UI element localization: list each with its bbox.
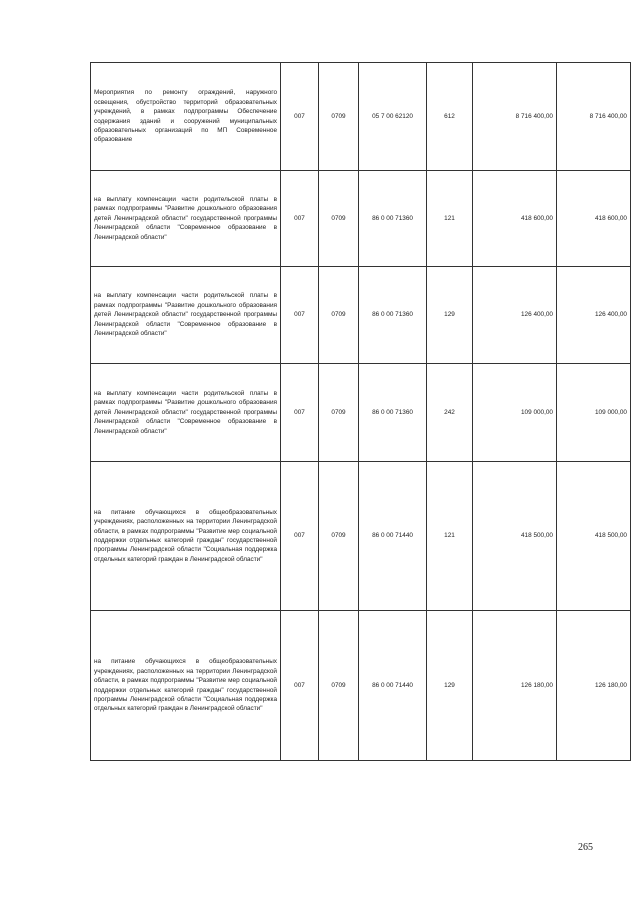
section-code: 0709 [319,364,359,462]
row-description: Мероприятия по ремонту ограждений, наружного освещения, обустройство территорий образовательных учреждений, в рамках подпрограммы Обеспечение содержания зданий и сооружений муниципальных образовательных организаций по МП Современное образование [91,63,281,171]
ministry-code: 007 [281,611,319,761]
expense-type-code: 121 [427,462,473,611]
target-code: 86 0 00 71440 [359,462,427,611]
amount2-cell: 418 500,00 [557,462,631,611]
ministry-code: 007 [281,63,319,171]
amount-cell: 126 400,00 [473,267,557,364]
budget-table [90,62,631,761]
amount2-cell: 109 000,00 [557,364,631,462]
target-code: 86 0 00 71360 [359,171,427,267]
target-code: 86 0 00 71360 [359,364,427,462]
amount2-cell: 418 600,00 [557,171,631,267]
budget-table-body [91,63,631,761]
amount2-cell: 126 400,00 [557,267,631,364]
target-code: 05 7 00 62120 [359,63,427,171]
section-code: 0709 [319,611,359,761]
row-description: на выплату компенсации части родительской платы в рамках подпрограммы "Развитие дошкольного образования детей Ленинградской области" государственной программы Ленинградской области "Современное образование в Ленинградской области" [91,364,281,462]
table-row [91,462,631,611]
ministry-code: 007 [281,267,319,364]
page-number: 265 [578,842,593,853]
row-description: на питание обучающихся в общеобразовательных учреждениях, расположенных на территории Ленинградской области, в рамках подпрограммы "Развитие мер социальной поддержки отдельных категорий граждан" государственной программы Ленинградской области "Социальная поддержка отдельных категорий граждан в Ленинградской области" [91,611,281,761]
expense-type-code: 129 [427,267,473,364]
row-description: на выплату компенсации части родительской платы в рамках подпрограммы "Развитие дошкольного образования детей Ленинградской области" государственной программы Ленинградской области "Современное образование в Ленинградской области" [91,171,281,267]
expense-type-code: 242 [427,364,473,462]
amount-cell: 8 716 400,00 [473,63,557,171]
target-code: 86 0 00 71360 [359,267,427,364]
amount2-cell: 126 180,00 [557,611,631,761]
ministry-code: 007 [281,462,319,611]
ministry-code: 007 [281,171,319,267]
amount-cell: 126 180,00 [473,611,557,761]
amount2-cell: 8 716 400,00 [557,63,631,171]
section-code: 0709 [319,171,359,267]
row-description: на питание обучающихся в общеобразовательных учреждениях, расположенных на территории Ленинградской области, в рамках подпрограммы "Развитие мер социальной поддержки отдельных категорий граждан" государственной программы Ленинградской области "Социальная поддержка отдельных категорий граждан в Ленинградской области" [91,462,281,611]
table-row [91,171,631,267]
table-row [91,267,631,364]
section-code: 0709 [319,267,359,364]
ministry-code: 007 [281,364,319,462]
expense-type-code: 129 [427,611,473,761]
expense-type-code: 612 [427,63,473,171]
target-code: 86 0 00 71440 [359,611,427,761]
table-row [91,63,631,171]
table-row [91,364,631,462]
section-code: 0709 [319,462,359,611]
amount-cell: 418 500,00 [473,462,557,611]
amount-cell: 109 000,00 [473,364,557,462]
section-code: 0709 [319,63,359,171]
amount-cell: 418 600,00 [473,171,557,267]
row-description: на выплату компенсации части родительской платы в рамках подпрограммы "Развитие дошкольного образования детей Ленинградской области" государственной программы Ленинградской области "Современное образование в Ленинградской области" [91,267,281,364]
expense-type-code: 121 [427,171,473,267]
table-row [91,611,631,761]
